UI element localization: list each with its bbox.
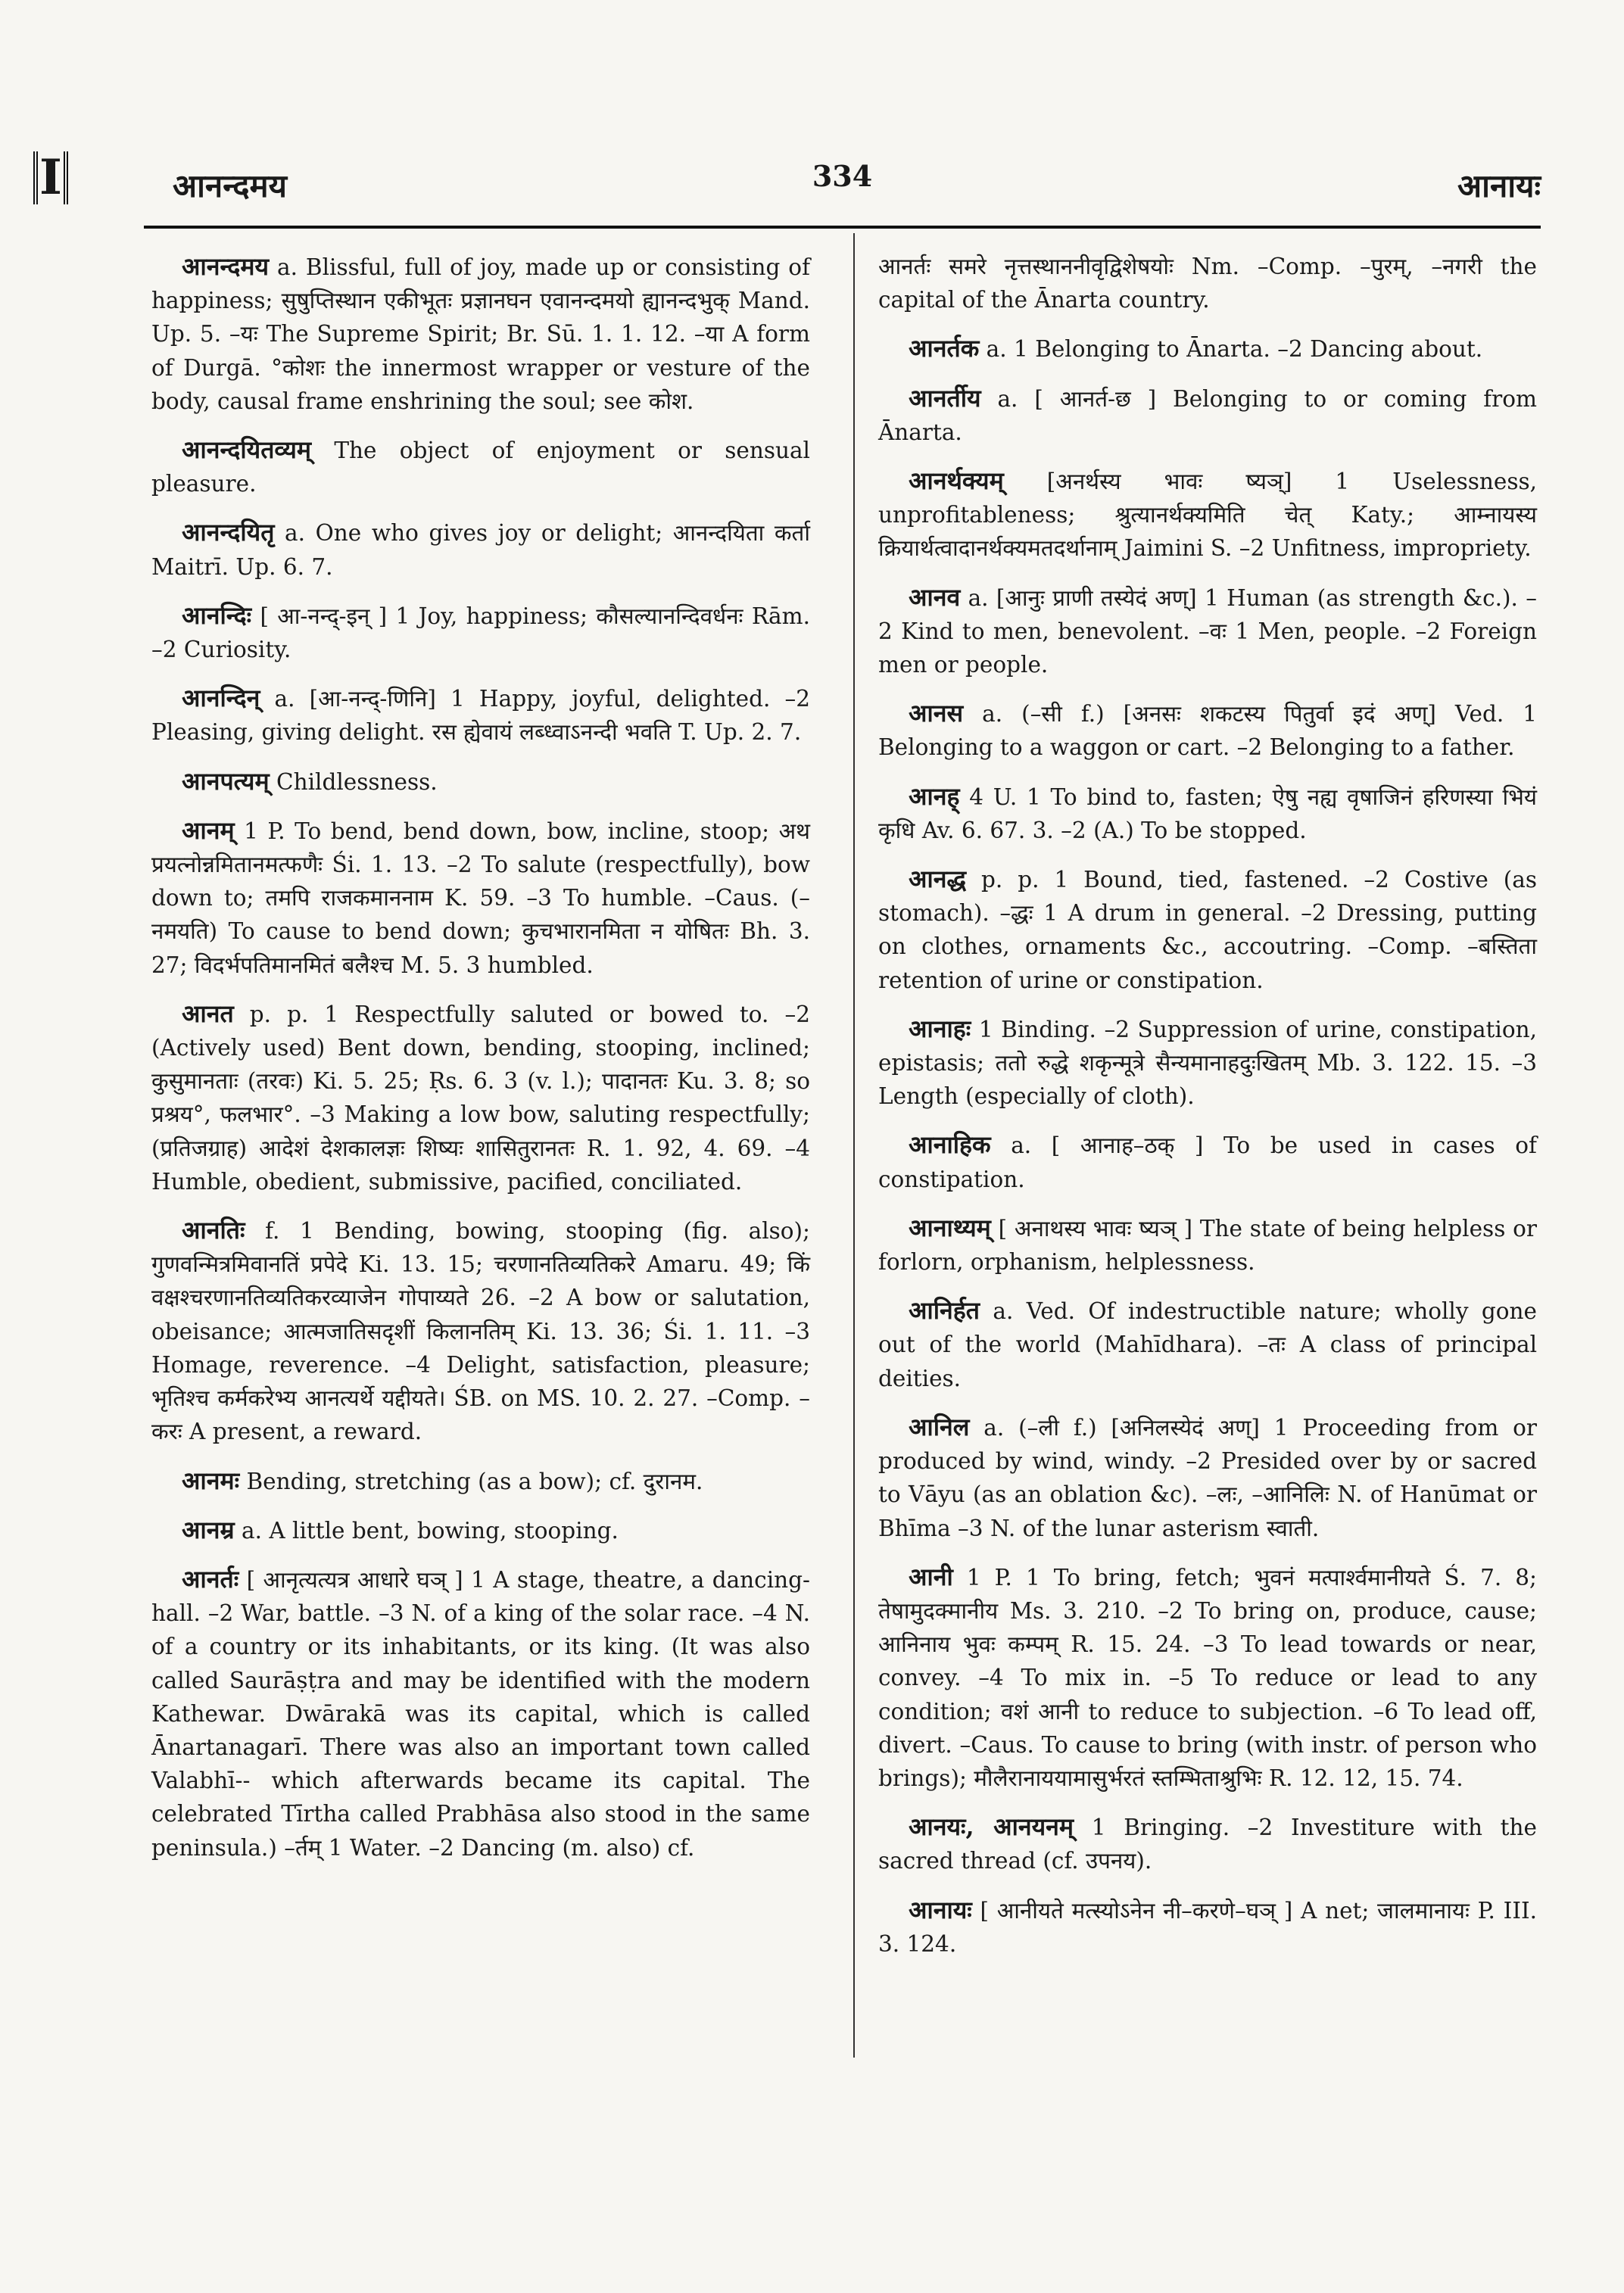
entry-definition: a. [ आनाह–ठक् ] To be used in cases of constipation.	[878, 1132, 1537, 1192]
entry-headword: आनम्	[182, 815, 235, 845]
entry-definition: आनर्तः समरे नृत्तस्थाननीवृद्विशेषयोः Nm. –Comp. –पुरम्, –नगरी the capital of the Ānarta country.	[878, 254, 1537, 313]
entry-headword: आनयः, आनयनम्	[909, 1812, 1074, 1842]
dictionary-entry	[878, 1012, 1537, 1114]
entry-definition: a. 1 Belonging to Ānarta. –2 Dancing about.	[986, 336, 1483, 363]
entry-headword: आनर्तः	[182, 1564, 239, 1594]
entry-definition: a. A little bent, bowing, stooping.	[242, 1517, 619, 1544]
entry-headword: आनर्तीय	[909, 383, 981, 413]
entry-definition: 1 Bringing. –2 Investiture with the sacred thread (cf. उपनय).	[878, 1815, 1537, 1874]
header-rule	[144, 226, 1541, 229]
entry-definition: Bending, stretching (as a bow); cf. दुरानम.	[246, 1468, 703, 1494]
entry-headword: आनर्थक्यम्	[909, 466, 1004, 496]
dictionary-entry	[151, 814, 810, 982]
dictionary-entry	[878, 332, 1537, 366]
entry-definition: a. (–सी f.) [अनसः शकटस्य पितुर्वा इदं अण्] Ved. 1 Belonging to a waggon or cart. –2 Belonging to a father.	[878, 701, 1537, 761]
entry-headword: आनाहिक	[909, 1130, 991, 1160]
right-column	[878, 250, 1537, 1976]
entry-definition: [ आनीयते मत्स्योऽनेन नी–करणे–घञ् ] A net; जालमानायः P. III. 3. 124.	[878, 1897, 1538, 1957]
header-left-guide-word: आनन्दमय	[173, 167, 287, 204]
dictionary-entry	[151, 681, 810, 749]
entry-definition: a. One who gives joy or delight; आनन्दयिता कर्ता Maitrī. Up. 6. 7.	[151, 520, 810, 580]
entry-headword: आनाथ्यम्	[909, 1213, 991, 1242]
entry-definition: a. [आनुः प्राणी तस्येदं अण्] 1 Human (as strength &c.). –2 Kind to men, benevolent. –वः 1 Men, people. –2 Foreign men or people.	[878, 584, 1537, 678]
entry-definition: p. p. 1 Bound, tied, fastened. –2 Costive (as stomach). –द्धः 1 A drum in general. –2 Dressing, putting on clothes, ornaments &c., accoutring. –Comp. –बस्तिता retention of urine or constipation.	[878, 867, 1537, 993]
entry-headword: आनिल	[909, 1412, 970, 1441]
entry-definition: a. Ved. Of indestructible nature; wholly gone out of the world (Mahīdhara). –तः A class of principal deities.	[878, 1298, 1537, 1391]
dictionary-entry	[878, 862, 1537, 997]
dictionary-entry	[878, 1211, 1537, 1279]
entry-headword: आनमः	[182, 1466, 240, 1495]
dictionary-entry	[151, 1513, 810, 1547]
entry-headword: आनायः	[909, 1895, 972, 1924]
dictionary-entry	[151, 250, 810, 418]
column-divider	[853, 233, 855, 2058]
dictionary-entry	[878, 382, 1537, 449]
dictionary-entry	[151, 765, 810, 799]
dictionary-entry	[878, 1410, 1537, 1545]
entry-headword: आनन्दयितृ	[182, 518, 275, 547]
entry-definition: p. p. 1 Respectfully saluted or bowed to. –2 (Actively used) Bent down, bending, stooping, inclined; कुसुमानताः (तरवः) Ki. 5. 25; Ṛs. 6. 3 (v. l.); पादानतः Ku. 3. 8; so प्रश्रय°, फलभार°. –3 Making a low bow, saluting respectfully; (प्रतिजग्राह) आदेशं देशकालज्ञः शिष्यः शासितुरानतः R. 1. 92, 4. 69. –4 Humble, obedient, submissive, pacified, conciliated.	[151, 1001, 810, 1195]
entry-headword: आनन्दिन्	[182, 684, 260, 713]
dictionary-entry	[878, 780, 1537, 847]
dictionary-entry	[151, 516, 810, 583]
dictionary-entry	[878, 581, 1537, 682]
dictionary-entry	[878, 1810, 1537, 1877]
page-header	[144, 159, 1541, 212]
entry-headword: आनन्दमय	[182, 252, 270, 281]
entry-definition: [अनर्थस्य भावः ष्यञ्] 1 Uselessness, unprofitableness; श्रुत्यानर्थक्यमिति चेत् Katy.; आम्नायस्य क्रियार्थत्वादानर्थक्यमतदर्थानाम् Jaimini S. –2 Unfitness, impropriety.	[878, 469, 1537, 562]
entry-headword: आनम्र	[182, 1515, 235, 1544]
entry-headword: आनद्ध	[909, 865, 967, 894]
dictionary-entry	[151, 1213, 810, 1448]
entry-headword: आनतिः	[182, 1216, 245, 1245]
entry-definition: f. 1 Bending, bowing, stooping (fig. also); गुणवन्मित्रमिवानतिं प्रपेदे Ki. 13. 15; चरणानतिव्यतिकरे Amaru. 49; किं वक्षश्चरणानतिव्यतिकरव्याजेन गोपाय्यते 26. –2 A bow or salutation, obeisance; आत्मजातिसदृशीं किलानतिम् Ki. 13. 36; Śi. 1. 11. –3 Homage, reverence. –4 Delight, satisfaction, pleasure; भृतिश्च कर्मकरेभ्य आनत्यर्थे यद्दीयते। ŚB. on MS. 10. 2. 27. –Comp. –करः A present, a reward.	[151, 1218, 810, 1445]
entry-definition: a. (–ली f.) [अनिलस्येदं अण्] 1 Proceeding from or produced by wind, windy. –2 Presided over by or sacred to Vāyu (as an oblation &c). –लः, –आनिलिः N. of Hanūmat or Bhīma –3 N. of the lunar asterism स्वाती.	[878, 1414, 1537, 1541]
entry-definition: a. Blissful, full of joy, made up or consisting of happiness; सुषुप्तिस्थान एकीभूतः प्रज्ञानघन एवानन्दमयो ह्यानन्दभुक् Mand. Up. 5. –यः The Supreme Spirit; Br. Sū. 1. 1. 12. –या A form of Durgā. °कोशः the innermost wrapper or vesture of the body, causal frame enshrining the soul; see कोश.	[151, 254, 810, 414]
entry-headword: आनपत्यम्	[182, 766, 270, 796]
page-number: 334	[812, 159, 873, 193]
dictionary-entry	[878, 1893, 1537, 1961]
header-right-guide-word: आनायः	[1457, 167, 1541, 204]
entry-definition: [ आनृत्यत्यत्र आधारे घञ् ] 1 A stage, theatre, a dancing-hall. –2 War, battle. –3 N. of a king of the solar race. –4 N. of a country or its inhabitants, or its king. (It was also called Saurāṣṭra and may be identified with the modern Kathewar. Dwārakā was its capital, which is called Ānartanagarī. There was also an important town called Valabhī-- which afterwards became its capital. The celebrated Tīrtha called Prabhāsa also stood in the same peninsula.) –र्तम् 1 Water. –2 Dancing (m. also) cf.	[151, 1566, 810, 1861]
entry-definition: 1 P. 1 To bring, fetch; भुवनं मत्पार्श्वमानीयते Ś. 7. 8; तेषामुदक्मानीय Ms. 3. 210. –2 To bring on, produce, cause; आनिनाय भुवः कम्पम् R. 15. 24. –3 To lead towards or near, convey. –4 To mix in. –5 To reduce or lead to any condition; वशं आनी to reduce to subjection. –6 To lead off, divert. –Caus. To cause to bring (with instr. of person who brings); मौलैरानाययामासुर्भरतं स्तम्भिताश्रुभिः R. 12. 12, 15. 74.	[878, 1564, 1537, 1791]
entry-definition: a. [ आनर्त-छ ] Belonging to or coming from Ānarta.	[878, 385, 1537, 445]
dictionary-entry	[878, 464, 1537, 565]
dictionary-entry	[878, 1294, 1537, 1395]
entry-definition: [ अनाथस्य भावः ष्यञ् ] The state of being helpless or forlorn, orphanism, helplessness.	[878, 1215, 1537, 1276]
entry-headword: आनह्	[909, 781, 960, 811]
entry-headword: आनाहः	[909, 1014, 971, 1043]
entry-definition: 1 Binding. –2 Suppression of urine, constipation, epistasis; ततो रुद्धे शकृन्मूत्रे सैन्यमानाहदुःखितम् Mb. 3. 122. 15. –3 Length (especially of cloth).	[878, 1016, 1537, 1110]
left-column	[151, 250, 810, 1880]
entry-definition: Childlessness.	[276, 768, 438, 795]
dictionary-entry	[151, 1562, 810, 1865]
dictionary-entry	[878, 1560, 1537, 1795]
entry-definition: [ आ-नन्द्-इन् ] 1 Joy, happiness; कौसल्यानन्दिवर्धनः Rām. –2 Curiosity.	[151, 603, 810, 663]
dictionary-entry	[878, 696, 1537, 764]
dictionary-entry	[151, 433, 810, 500]
dictionary-entry	[878, 250, 1537, 316]
entry-headword: आनर्तक	[909, 334, 980, 363]
thumb-index-tab: I	[33, 151, 68, 204]
entry-headword: आनी	[909, 1562, 953, 1591]
entry-headword: आनस	[909, 699, 964, 728]
entry-headword: आनत	[182, 999, 234, 1028]
dictionary-entry	[151, 997, 810, 1198]
entry-headword: आनन्दिः	[182, 600, 252, 630]
entry-headword: आनिर्हत	[909, 1296, 980, 1326]
dictionary-entry	[151, 599, 810, 666]
entry-definition: 1 P. To bend, bend down, bow, incline, stoop; अथ प्रयत्नोन्नमितानमत्फणैः Śi. 1. 13. –2 To salute (respectfully), bow down to; तमपि राजकमाननाम K. 59. –3 To humble. –Caus. (–नमयति) To cause to bend down; कुचभारानमिता न योषितः Bh. 3. 27; विदर्भपतिमानमितं बलैश्च M. 5. 3 humbled.	[151, 818, 810, 978]
dictionary-entry	[151, 1464, 810, 1498]
entry-headword: आनव	[909, 582, 961, 612]
entry-definition: The object of enjoyment or sensual pleasure.	[151, 438, 810, 497]
entry-headword: आनन्दयितव्यम्	[182, 435, 312, 465]
entry-definition: a. [आ-नन्द्-णिनि] 1 Happy, joyful, delighted. –2 Pleasing, giving delight. रस ह्येवायं लब्ध्वाऽनन्दी भवति T. Up. 2. 7.	[151, 686, 810, 746]
entry-definition: 4 U. 1 To bind to, fasten; ऐषु नह्य वृषाजिनं हरिणस्या भियं कृधि Av. 6. 67. 3. –2 (A.) To be stopped.	[878, 784, 1537, 843]
dictionary-entry	[878, 1128, 1537, 1195]
